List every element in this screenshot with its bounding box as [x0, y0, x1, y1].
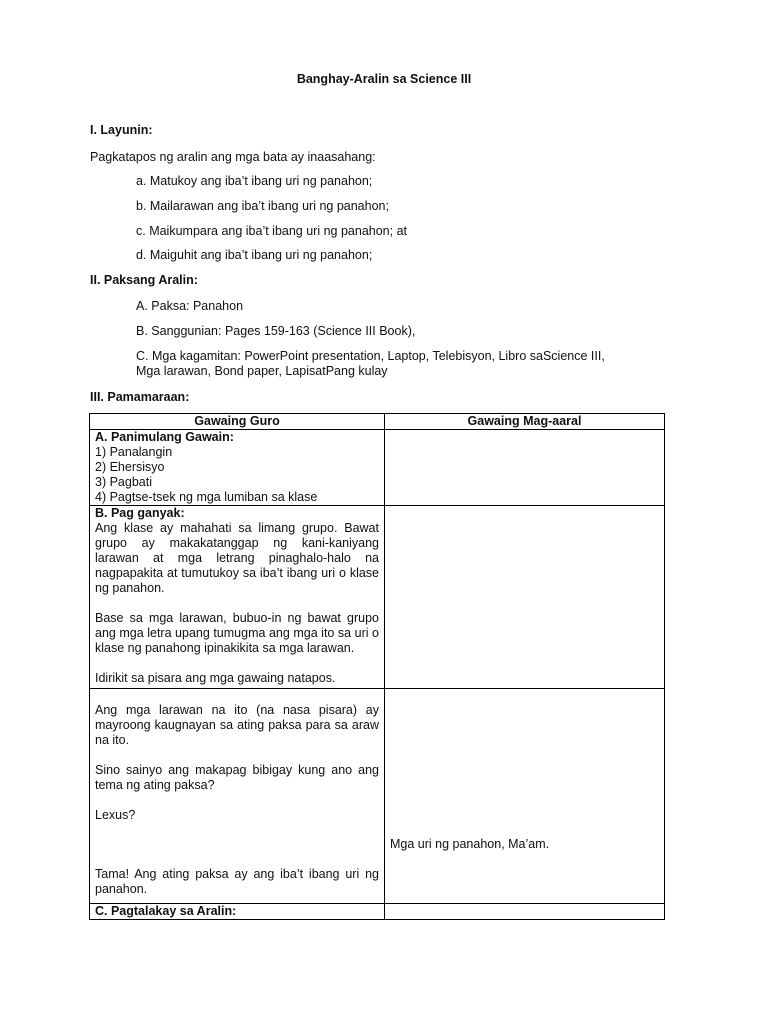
paragraph: Sino sainyo ang makapag bibigay kung ano ang tema ng ating paksa?: [95, 763, 379, 792]
materials-item: C. Mga kagamitan: PowerPoint presentation, Laptop, Telebisyon, Libro saScience III,: [136, 349, 605, 363]
activity-heading: A. Panimulang Gawain:: [95, 430, 234, 444]
teacher-cell: [90, 506, 385, 689]
section-heading-paksang-aralin: II. Paksang Aralin:: [90, 273, 198, 287]
list-item: 1) Panalangin: [95, 445, 173, 459]
reference-item: B. Sanggunian: Pages 159-163 (Science III Book),: [136, 324, 416, 338]
paragraph: Lexus?: [95, 808, 136, 822]
table-row: [90, 430, 665, 506]
teacher-cell: [90, 430, 385, 506]
paragraph: Idirikit sa pisara ang mga gawaing natapos.: [95, 671, 336, 685]
student-response: Mga uri ng panahon, Ma’am.: [390, 837, 550, 851]
table-row: [90, 689, 665, 904]
table-row: [90, 904, 665, 920]
list-item: 2) Ehersisyo: [95, 460, 165, 474]
table-header-row: [90, 414, 665, 430]
activity-heading: B. Pag ganyak:: [95, 506, 185, 520]
list-item: 3) Pagbati: [95, 475, 152, 489]
table-row: [90, 506, 665, 689]
section-heading-layunin: I. Layunin:: [90, 123, 153, 137]
teacher-cell: [90, 689, 385, 904]
materials-item-continued: Mga larawan, Bond paper, LapisatPang kulay: [136, 364, 388, 378]
paragraph: Ang mga larawan na ito (na nasa pisara) ay mayroong kaugnayan sa ating paksa para sa araw na ito.: [95, 703, 379, 747]
student-cell: [385, 506, 665, 689]
student-cell: [385, 689, 665, 904]
paragraph: Tama! Ang ating paksa ay ang iba’t ibang uri ng panahon.: [95, 867, 379, 896]
teacher-cell: [90, 904, 385, 920]
section-heading-pamamaraan: III. Pamamaraan:: [90, 390, 190, 404]
student-cell: [385, 904, 665, 920]
objective-item: c. Maikumpara ang iba’t ibang uri ng panahon; at: [136, 224, 408, 238]
student-cell: [385, 430, 665, 506]
document-title: Banghay-Aralin sa Science III: [296, 72, 472, 86]
column-header-gawaing-guro: Gawaing Guro: [90, 414, 385, 430]
lesson-plan-table: [89, 413, 665, 920]
topic-item: A. Paksa: Panahon: [136, 299, 244, 313]
paragraph: Ang klase ay mahahati sa limang grupo. Bawat grupo ay makakatanggap ng kani-kaniyang larawan at mga letrang pinaghalo-halo na nagpapakita at tumutukoy sa iba’t ibang uri o klase ng panahon.: [95, 521, 379, 595]
objective-item: d. Maiguhit ang iba’t ibang uri ng panahon;: [136, 248, 373, 262]
activity-heading: C. Pagtalakay sa Aralin:: [95, 904, 237, 918]
objective-item: a. Matukoy ang iba’t ibang uri ng panahon;: [136, 174, 373, 188]
list-item: 4) Pagtse-tsek ng mga lumiban sa klase: [95, 490, 318, 504]
objectives-intro: Pagkatapos ng aralin ang mga bata ay inaasahang:: [90, 150, 376, 164]
objective-item: b. Mailarawan ang iba’t ibang uri ng panahon;: [136, 199, 389, 213]
column-header-gawaing-mag-aaral: Gawaing Mag-aaral: [385, 414, 665, 430]
paragraph: Base sa mga larawan, bubuo-in ng bawat grupo ang mga letra upang tumugma ang mga ito sa uri o klase ng panahong ipinakikita sa mga larawan.: [95, 611, 379, 655]
